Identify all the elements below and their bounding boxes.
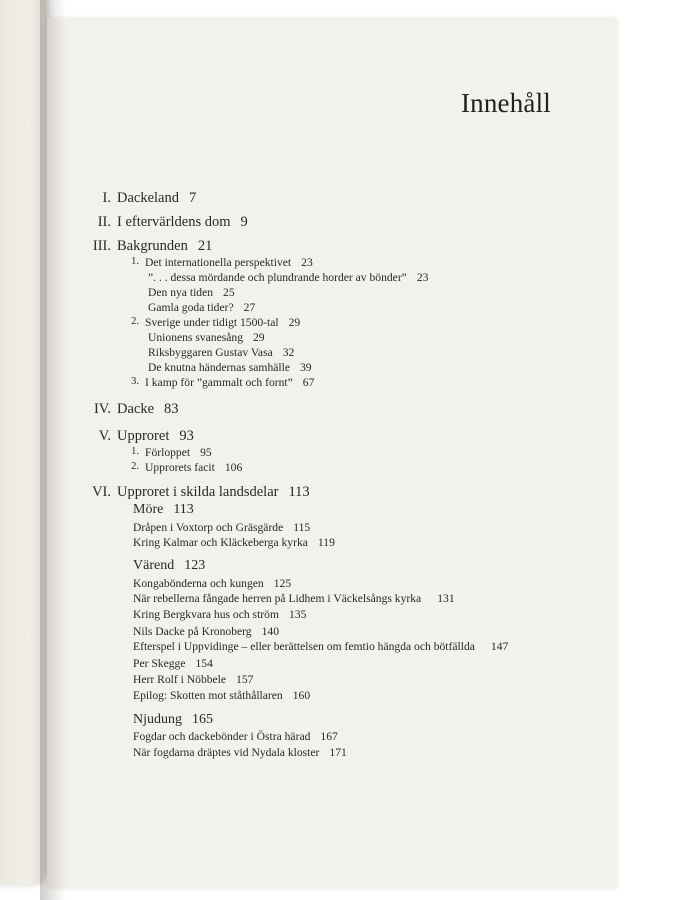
toc-subentry	[148, 301, 255, 314]
section-page: 83	[164, 401, 179, 417]
section-number: V.	[98, 428, 111, 444]
subentry-page: 25	[223, 286, 235, 299]
subentry-page: 106	[224, 461, 243, 474]
book-page	[47, 18, 617, 888]
toc-entry	[133, 689, 310, 702]
entry-title: Fogdar och dackebönder i Östra härad	[133, 730, 311, 743]
region-title: Njudung	[133, 712, 182, 727]
region-page: 165	[192, 712, 213, 727]
subentry-page: 32	[282, 346, 295, 359]
entry-title: Per Skegge	[133, 657, 186, 670]
entry-page: 154	[195, 657, 213, 670]
subentry-title: Unionens svanesång	[148, 331, 243, 344]
entry-title: När fogdarna dräptes vid Nydala kloster	[133, 746, 320, 759]
region-title: Värend	[133, 558, 175, 573]
entry-page: 115	[293, 521, 311, 534]
toc-entry	[133, 657, 213, 670]
toc-subentry	[148, 271, 428, 284]
section-number: II.	[97, 214, 111, 230]
section-title: Dacke	[117, 401, 155, 417]
entry-title: Herr Rolf i Nöbbele	[133, 673, 227, 686]
spine-shadow	[40, 0, 66, 900]
entry-title: När rebellerna fångade herren på Lidhem i Väckelsångs kyrka	[133, 592, 422, 605]
toc-entry	[133, 625, 279, 638]
section-page: 93	[179, 428, 194, 444]
subentry-title: Upprorets facit	[145, 461, 215, 474]
section-page: 21	[197, 238, 213, 254]
entry-page: 147	[490, 640, 509, 653]
subentry-title: I kamp för ”gammalt och fornt”	[145, 376, 293, 389]
entry-title: Nils Dacke på Kronoberg	[133, 625, 252, 638]
region-heading-njudung	[133, 712, 213, 728]
toc-entry	[133, 577, 291, 590]
section-number: III.	[92, 238, 111, 254]
entry-title: Kongabönderna och kungen	[133, 577, 264, 590]
toc-entry	[133, 592, 455, 605]
subentry-title: Förloppet	[145, 446, 191, 459]
section-title: Bakgrunden	[117, 238, 188, 254]
subentry-number: 3.	[131, 376, 139, 387]
section-page: 113	[288, 484, 310, 500]
section-page: 9	[240, 214, 248, 230]
toc-entry	[133, 608, 306, 621]
entry-page: 140	[261, 625, 279, 638]
subentry-number: 1.	[131, 446, 139, 457]
subentry-page: 23	[416, 271, 429, 284]
region-heading-more	[133, 502, 194, 518]
subentry-number: 2.	[131, 316, 139, 327]
subentry-page: 27	[243, 301, 256, 314]
subentry-title: De knutna händernas samhälle	[148, 361, 290, 374]
subentry-page: 23	[301, 256, 313, 269]
entry-title: Kring Kalmar och Kläckeberga kyrka	[133, 536, 308, 549]
section-number: VI.	[92, 484, 111, 500]
entry-page: 157	[236, 673, 254, 686]
subentry-title: Gamla goda tider?	[148, 301, 234, 314]
region-title: Möre	[133, 502, 164, 517]
region-page: 123	[184, 558, 206, 573]
toc-entry	[133, 673, 253, 686]
subentry-title: Det internationella perspektivet	[145, 256, 292, 269]
entry-page: 125	[273, 577, 292, 590]
subentry-title: Den nya tiden	[148, 286, 214, 299]
subentry-title: Sverige under tidigt 1500-tal	[145, 316, 279, 329]
entry-page: 160	[292, 689, 311, 702]
section-number: I.	[102, 190, 111, 206]
toc-subentry	[148, 286, 235, 299]
entry-page: 135	[288, 608, 307, 621]
subentry-title: ”. . . dessa mördande och plundrande horder av bönder”	[148, 271, 407, 284]
toc-subentry	[148, 331, 265, 344]
entry-title: Efterspel i Uppvidinge – eller berättelsen om femtio hängda och bötfällda	[133, 640, 475, 653]
region-heading-varend	[133, 558, 205, 574]
entry-page: 131	[437, 592, 455, 605]
entry-title: Dråpen i Voxtorp och Gräsgärde	[133, 521, 284, 534]
subentry-page: 95	[200, 446, 212, 459]
toc-entry	[133, 521, 310, 534]
entry-title: Kring Bergkvara hus och ström	[133, 608, 279, 621]
toc-entry	[133, 640, 508, 653]
subentry-page: 29	[253, 331, 265, 344]
section-title: I eftervärldens dom	[117, 214, 231, 230]
region-page: 113	[173, 502, 194, 517]
subentry-number: 1.	[131, 256, 139, 267]
subentry-page: 39	[299, 361, 312, 374]
subentry-title: Riksbyggaren Gustav Vasa	[148, 346, 273, 359]
subentry-page: 29	[288, 316, 301, 329]
section-title: Dackeland	[117, 190, 179, 206]
subentry-page: 67	[302, 376, 315, 389]
section-page: 7	[189, 190, 197, 206]
toc-entry	[133, 536, 335, 549]
toc-entry	[133, 730, 338, 743]
section-number: IV.	[93, 401, 111, 417]
entry-title: Epilog: Skotten mot ståthållaren	[133, 689, 283, 702]
entry-page: 171	[329, 746, 347, 759]
section-title: Upproret	[117, 428, 170, 444]
subentry-number: 2.	[131, 461, 139, 472]
page-title: Innehåll	[460, 88, 551, 118]
entry-page: 167	[320, 730, 338, 743]
entry-page: 119	[317, 536, 335, 549]
toc-entry	[133, 746, 347, 759]
toc-subentry	[148, 361, 312, 374]
section-title: Upproret i skilda landsdelar	[117, 484, 279, 500]
toc-subentry	[148, 346, 294, 359]
